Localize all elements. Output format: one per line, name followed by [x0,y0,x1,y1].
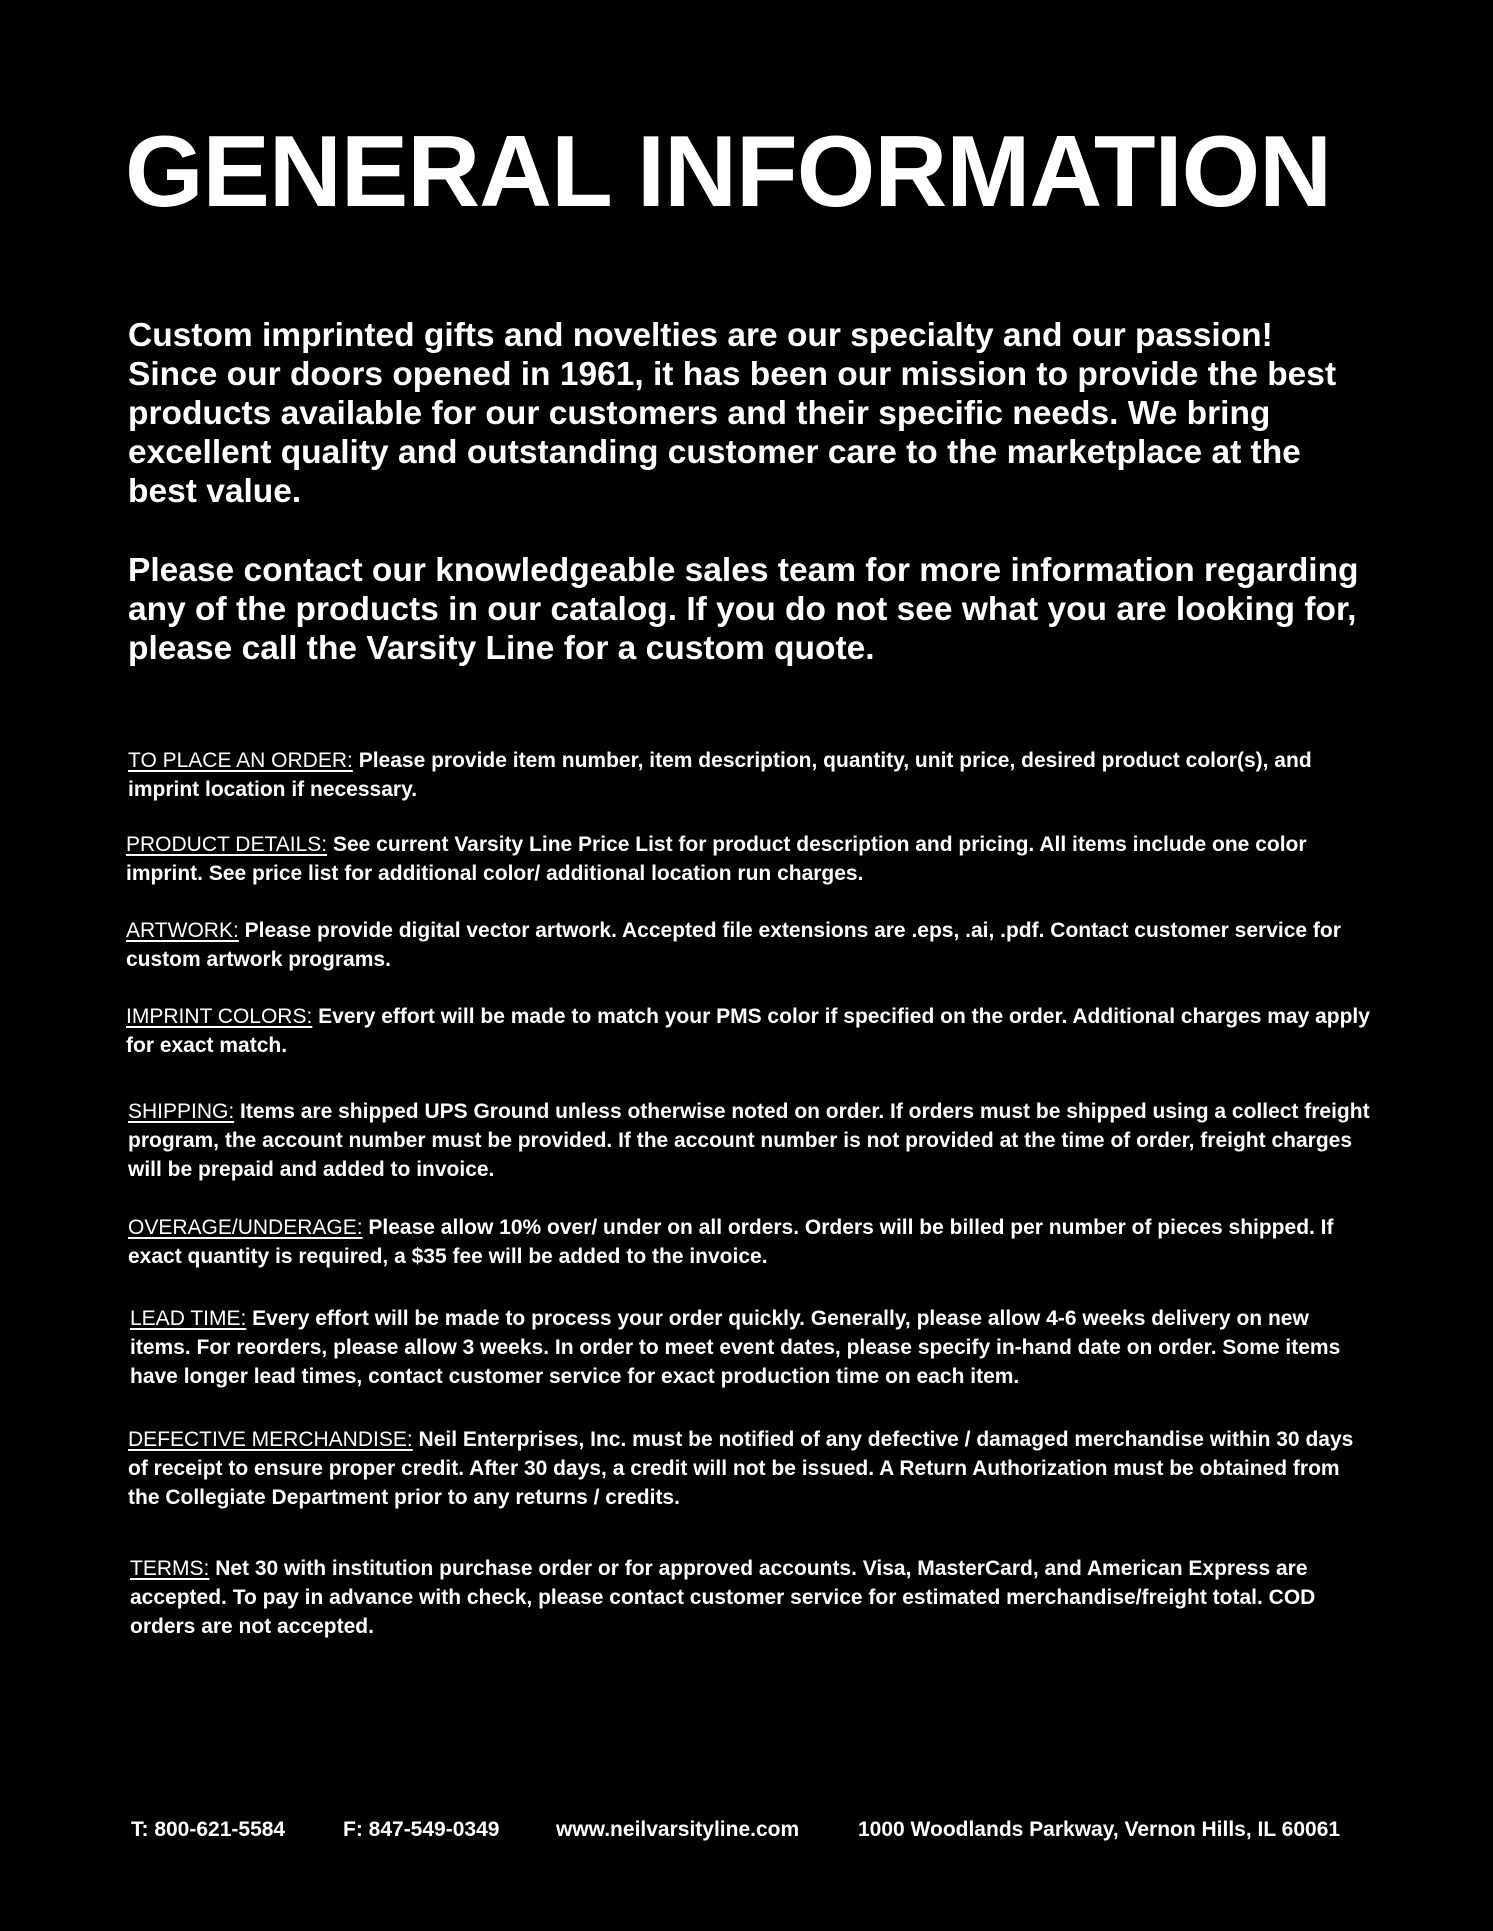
section-label: OVERAGE/UNDERAGE: [128,1216,363,1239]
section-text: Please allow 10% over/ under on all orders. Orders will be billed per number of pieces shipped. If exact quantity is required, a $35 fee will be added to the invoice. [128,1216,1334,1268]
section-label: PRODUCT DETAILS: [126,833,328,856]
section-label: TO PLACE AN ORDER: [128,749,353,772]
section-artwork [126,916,1371,974]
section-text: Neil Enterprises, Inc. must be notified of any defective / damaged merchandise within 30 days of receipt to ensure proper credit. After 30 days, a credit will not be issued. A Return Authorization must be obtained from the Collegiate Department prior to any returns / credits. [128,1428,1354,1509]
section-product-details [126,830,1371,888]
section-text: See current Varsity Line Price List for product description and pricing. All items include one color imprint. See price list for additional color/ additional location run charges. [126,833,1307,885]
section-terms [130,1554,1375,1641]
section-text: Every effort will be made to match your PMS color if specified on the order. Additional charges may apply for exact match. [126,1005,1370,1057]
section-text: Items are shipped UPS Ground unless otherwise noted on order. If orders must be shipped using a collect freight program, the account number must be provided. If the account number is not provided at the time of order, freight charges will be prepaid and added to invoice. [128,1100,1370,1181]
section-lead-time [130,1304,1375,1391]
section-text: Net 30 with institution purchase order or for approved accounts. Visa, MasterCard, and American Express are accepted. To pay in advance with check, please contact customer service for estimated merchandise/freight total. COD orders are not accepted. [130,1557,1316,1638]
section-text: Please provide digital vector artwork. Accepted file extensions are .eps, .ai, .pdf. Contact customer service for custom artwork programs. [126,919,1341,971]
section-label: IMPRINT COLORS: [126,1005,313,1028]
section-text: Please provide item number, item description, quantity, unit price, desired product color(s), and imprint location if necessary. [128,749,1312,801]
section-label: LEAD TIME: [130,1307,247,1330]
footer-fax: F: 847-549-0349 [343,1818,500,1841]
section-overage-underage [128,1213,1373,1271]
section-shipping [128,1097,1373,1184]
section-label: ARTWORK: [126,919,239,942]
page-title: GENERAL INFORMATION [125,116,1332,228]
footer-address: 1000 Woodlands Parkway, Vernon Hills, IL 60061 [858,1818,1341,1841]
intro-paragraph: Custom imprinted gifts and novelties are our specialty and our passion! Since our doors opened in 1961, it has been our mission to provide the best products available for our customers and their specific needs. We bring excellent quality and outstanding customer care to the marketplace at the best value. [128,317,1337,510]
footer-website: www.neilvarsityline.com [556,1818,800,1841]
section-label: DEFECTIVE MERCHANDISE: [128,1428,413,1451]
footer-phone: T: 800-621-5584 [131,1818,286,1841]
section-defective-merchandise [128,1425,1373,1512]
section-imprint-colors [126,1002,1371,1060]
section-place-order [128,746,1373,804]
section-label: TERMS: [130,1557,210,1580]
section-label: SHIPPING: [128,1100,235,1123]
section-text: Every effort will be made to process your order quickly. Generally, please allow 4-6 weeks delivery on new items. For reorders, please allow 3 weeks. In order to meet event dates, please specify in-hand date on order. Some items have longer lead times, contact customer service for exact production time on each item. [130,1307,1341,1388]
intro-paragraph: Please contact our knowledgeable sales team for more information regarding any of the products in our catalog. If you do not see what you are looking for, please call the Varsity Line for a custom quote. [128,552,1359,667]
